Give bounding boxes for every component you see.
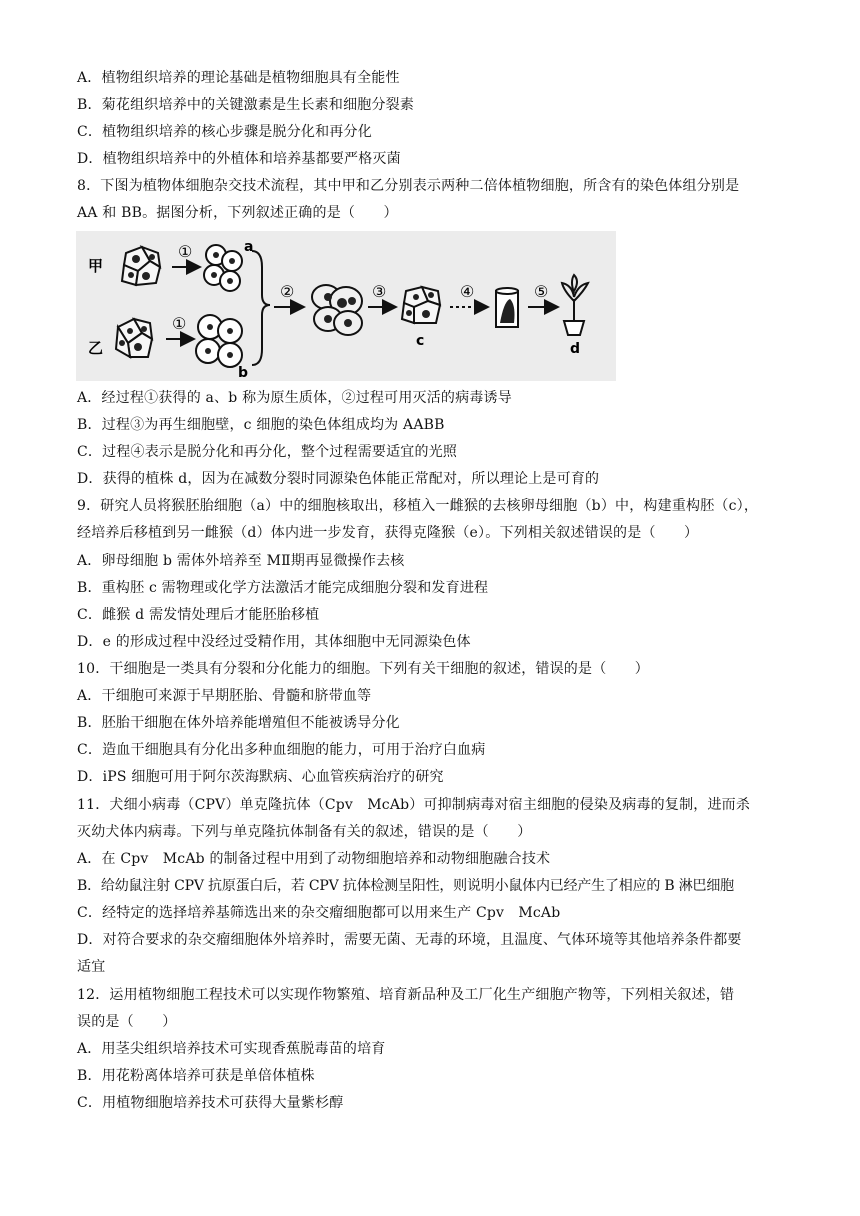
q11-stem-line-1: 11．犬细小病毒（CPV）单克隆抗体（Cpv McAb）可抑制病毒对宿主细胞的侵染及病毒的复制，进而杀 xyxy=(77,797,751,813)
hybrid-cells-c-icon xyxy=(402,287,440,323)
q7-option-a: A．植物组织培养的理论基础是植物细胞具有全能性 xyxy=(77,70,400,86)
q7-option-c: C．植物组织培养的核心步骤是脱分化和再分化 xyxy=(77,124,372,140)
q8-option-d: D．获得的植株 d，因为在减数分裂时同源染色体能正常配对，所以理论上是可育的 xyxy=(77,471,600,487)
label-d: d xyxy=(570,341,581,357)
q10-option-c: C．造血干细胞具有分化出多种血细胞的能力，可用于治疗白血病 xyxy=(77,742,486,758)
q10-option-a: A．干细胞可来源于早期胚胎、骨髓和脐带血等 xyxy=(77,688,372,704)
q10-stem: 10．干细胞是一类具有分裂和分化能力的细胞。下列有关干细胞的叙述，错误的是（ ） xyxy=(77,661,650,677)
q9-stem-line-2: 经培养后移植到另一雌猴（d）体内进一步发育，获得克隆猴（e）。下列相关叙述错误的是（ ） xyxy=(77,525,699,541)
q8-option-a: A．经过程①获得的 a、b 称为原生质体，②过程可用灭活的病毒诱导 xyxy=(77,390,512,406)
q8-stem-line-1: 8．下图为植物体细胞杂交技术流程，其中甲和乙分别表示两种二倍体植物细胞，所含有的染色体组分别是 xyxy=(77,178,740,194)
q9-option-d: D．e 的形成过程中没经过受精作用，其体细胞中无同源染色体 xyxy=(77,634,471,650)
q7-option-b: B．菊花组织培养中的关键激素是生长素和细胞分裂素 xyxy=(77,97,415,113)
q11-option-d-cont: 适宜 xyxy=(77,959,106,975)
step-1-bottom: ① xyxy=(172,314,187,333)
q8-option-b: B．过程③为再生细胞壁，c 细胞的染色体组成均为 AABB xyxy=(77,417,445,433)
q8-stem-line-2: AA 和 BB。据图分析，下列叙述正确的是（ ） xyxy=(77,205,398,221)
q12-option-c: C．用植物细胞培养技术可获得大量紫杉醇 xyxy=(77,1095,344,1111)
label-c: c xyxy=(416,333,425,349)
q11-option-d: D．对符合要求的杂交瘤细胞体外培养时，需要无菌、无毒的环境，且温度、气体环境等其他培养条件都要 xyxy=(77,932,742,948)
brace xyxy=(252,251,270,365)
q9-stem-line-1: 9．研究人员将猴胚胎细胞（a）中的细胞核取出，移植入一雌猴的去核卵母细胞（b）中，构建重构胚（c）， xyxy=(77,498,759,514)
plant-cells-jia-icon xyxy=(122,247,160,285)
step-4: ④ xyxy=(460,282,475,301)
q10-option-d: D．iPS 细胞可用于阿尔茨海默病、心血管疾病治疗的研究 xyxy=(77,769,444,785)
q12-stem-line-1: 12．运用植物细胞工程技术可以实现作物繁殖、培育新品种及工厂化生产细胞产物等，下列相关叙述，错 xyxy=(77,987,735,1003)
q12-option-a: A．用茎尖组织培养技术可实现香蕉脱毒苗的培育 xyxy=(77,1041,386,1057)
q11-option-b: B．给幼鼠注射 CPV 抗原蛋白后，若 CPV 抗体检测呈阳性，则说明小鼠体内已经产生了相应的 B 淋巴细胞 xyxy=(77,878,734,894)
q12-option-b: B．用花粉离体培养可获是单倍体植株 xyxy=(77,1068,315,1084)
q9-option-a: A．卵母细胞 b 需体外培养至 MⅡ期再显微操作去核 xyxy=(77,553,405,569)
q12-stem-line-2: 误的是（ ） xyxy=(77,1014,177,1030)
q11-option-c: C．经特定的选择培养基筛选出来的杂交瘤细胞都可以用来生产 Cpv McAb xyxy=(77,905,561,921)
cell-fusion-diagram xyxy=(76,231,616,381)
culture-jar-icon xyxy=(496,288,518,327)
label-yi: 乙 xyxy=(88,339,104,357)
q8-option-c: C．过程④表示是脱分化和再分化，整个过程需要适宜的光照 xyxy=(77,444,458,460)
step-1-top: ① xyxy=(178,242,193,261)
q11-stem-line-2: 灭幼犬体内病毒。下列与单克隆抗体制备有关的叙述，错误的是（ ） xyxy=(77,824,532,840)
q11-option-a: A．在 Cpv McAb 的制备过程中用到了动物细胞培养和动物细胞融合技术 xyxy=(77,851,551,867)
label-b: b xyxy=(238,365,249,381)
step-2: ② xyxy=(280,282,295,301)
step-5: ⑤ xyxy=(534,282,549,301)
plantlet-d-icon xyxy=(562,275,588,335)
plant-cells-yi-icon xyxy=(116,319,152,357)
label-jia: 甲 xyxy=(88,257,104,275)
q9-option-b: B．重构胚 c 需物理或化学方法激活才能完成细胞分裂和发育进程 xyxy=(77,580,489,596)
q9-option-c: C．雌猴 d 需发情处理后才能胚胎移植 xyxy=(77,607,320,623)
q10-option-b: B．胚胎干细胞在体外培养能增殖但不能被诱导分化 xyxy=(77,715,400,731)
q7-option-d: D．植物组织培养中的外植体和培养基都要严格灭菌 xyxy=(77,151,401,167)
fusing-cells-icon xyxy=(312,285,362,335)
label-a: a xyxy=(244,239,254,255)
protoplasts-b-icon xyxy=(196,315,242,367)
protoplasts-a-icon xyxy=(204,245,242,291)
step-3: ③ xyxy=(372,282,387,301)
